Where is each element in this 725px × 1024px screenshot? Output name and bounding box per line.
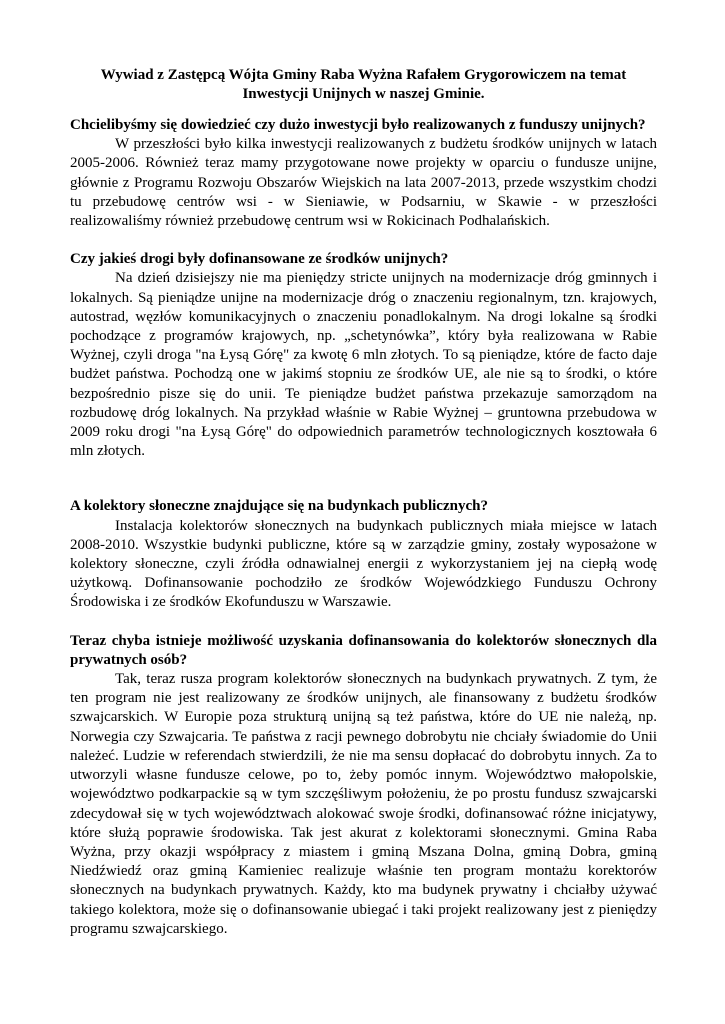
document-title (70, 66, 657, 104)
question-1: Chcielibyśmy się dowiedzieć czy dużo inwestycji było realizowanych z funduszy unijnych? (70, 117, 646, 133)
answer-4: Tak, teraz rusza program kolektorów słonecznych na budynkach prywatnych. Z tym, że ten program nie jest realizowany ze środków unijnych, ale finansowany z budżetu środków szwajcarskich. W Europie poza strukturą unijną są też państwa, które do UE nie należą, np. Norwegia czy Szwajcaria. Te państwa z racji pewnego dobrobytu nie chciały świadomie do Unii należeć. Ludzie w referendach stwierdzili, że nie ma sensu dopłacać do dobrobytu innych. Za to utworzyli własne fundusze celowe, po to, żeby pomóc innym. Województwo małopolskie, województwo podkarpackie są w tym szczęśliwym położeniu, że po prostu fundusz szwajcarski zdecydował się w tych województwach alokować swoje środki, dofinansować różne inicjatywy, które służą poprawie środowiska. Tak jest akurat z kolektorami słonecznymi. Gmina Raba Wyżna, przy okazji współpracy z miastem i gminą Mszana Dolna, gminą Dobra, gminą Niedźwiedź oraz gminą Kamieniec realizuje właśnie ten program montażu korektorów słonecznych na budynkach prywatnych. Każdy, kto ma budynek prywatny i chciałby używać takiego kolektora, może się o dofinansowanie ubiegać i taki projekt realizowany jest z pieniędzy programu szwajcarskiego. (70, 671, 657, 937)
question-4: Teraz chyba istnieje możliwość uzyskania dofinansowania do kolektorów słonecznych dla prywatnych osób? (70, 632, 657, 668)
title-line-2: Inwestycji Unijnych w naszej Gminie. (242, 86, 485, 102)
answer-1: W przeszłości było kilka inwestycji realizowanych z budżetu środków unijnych w latach 2005-2006. Również teraz mamy przygotowane nowe projekty w oparciu o fundusze unijne, głównie z Programu Rozwoju Obszarów Wiejskich na lata 2007-2013, przede wszystkim chodzi tu przebudowę centrów wsi - w Sieniawie, w Podsarniu, w Skawie - w przeszłości realizowaliśmy również przebudowę centrum wsi w Rokicinach Podhalańskich. (70, 136, 657, 230)
qa-section-4 (70, 632, 657, 939)
qa-section-3 (70, 497, 657, 612)
question-2: Czy jakieś drogi były dofinansowane ze środków unijnych? (70, 251, 449, 268)
title-line-1: Wywiad z Zastępcą Wójta Gminy Raba Wyżna Rafałem Grygorowiczem na temat (100, 67, 627, 83)
qa-section-2 (70, 250, 657, 461)
answer-2: Na dzień dzisiejszy nie ma pieniędzy stricte unijnych na modernizacje dróg gminnych i lokalnych. Są pieniądze unijne na modernizacje dróg o znaczeniu regionalnym, tzn. krajowych, autostrad, węzłów komunikacyjnych o znaczeniu ponadlokalnym. Na drogi lokalne są środki pochodzące z programów krajowych, np. „schetynówka”, który była realizowana w Rabie Wyżnej, czyli droga "na Łysą Górę" za kwotę 6 mln złotych. To są pieniądze, które de facto daje budżet państwa. Pochodzą one w jakimś stopniu ze środków UE, ale nie są to środki, o które bezpośrednio pisze się do unii. Te pieniądze budżet państwa przekazuje samorządom na rozbudowę dróg lokalnych. Na przykład właśnie w Rabie Wyżnej – gruntowna przebudowa w 2009 roku drogi "na Łysą Górę" do odpowiednich parametrów technologicznych kosztowała 6 mln złotych. (70, 270, 657, 460)
answer-3: Instalacja kolektorów słonecznych na budynkach publicznych miała miejsce w latach 2008-2010. Wszystkie budynki publiczne, które są w zarządzie gminy, zostały wyposażone w kolektory słoneczne, czyli źródła odnawialnej energii z wykorzystaniem jej na ciepłą wodę użytkową. Dofinansowanie pochodziło ze środków Wojewódzkiego Funduszu Ochrony Środowiska i ze środków Ekofunduszu w Warszawie. (70, 517, 657, 611)
qa-section-1 (70, 116, 657, 231)
question-3: A kolektory słoneczne znajdujące się na budynkach publicznych? (70, 498, 488, 515)
